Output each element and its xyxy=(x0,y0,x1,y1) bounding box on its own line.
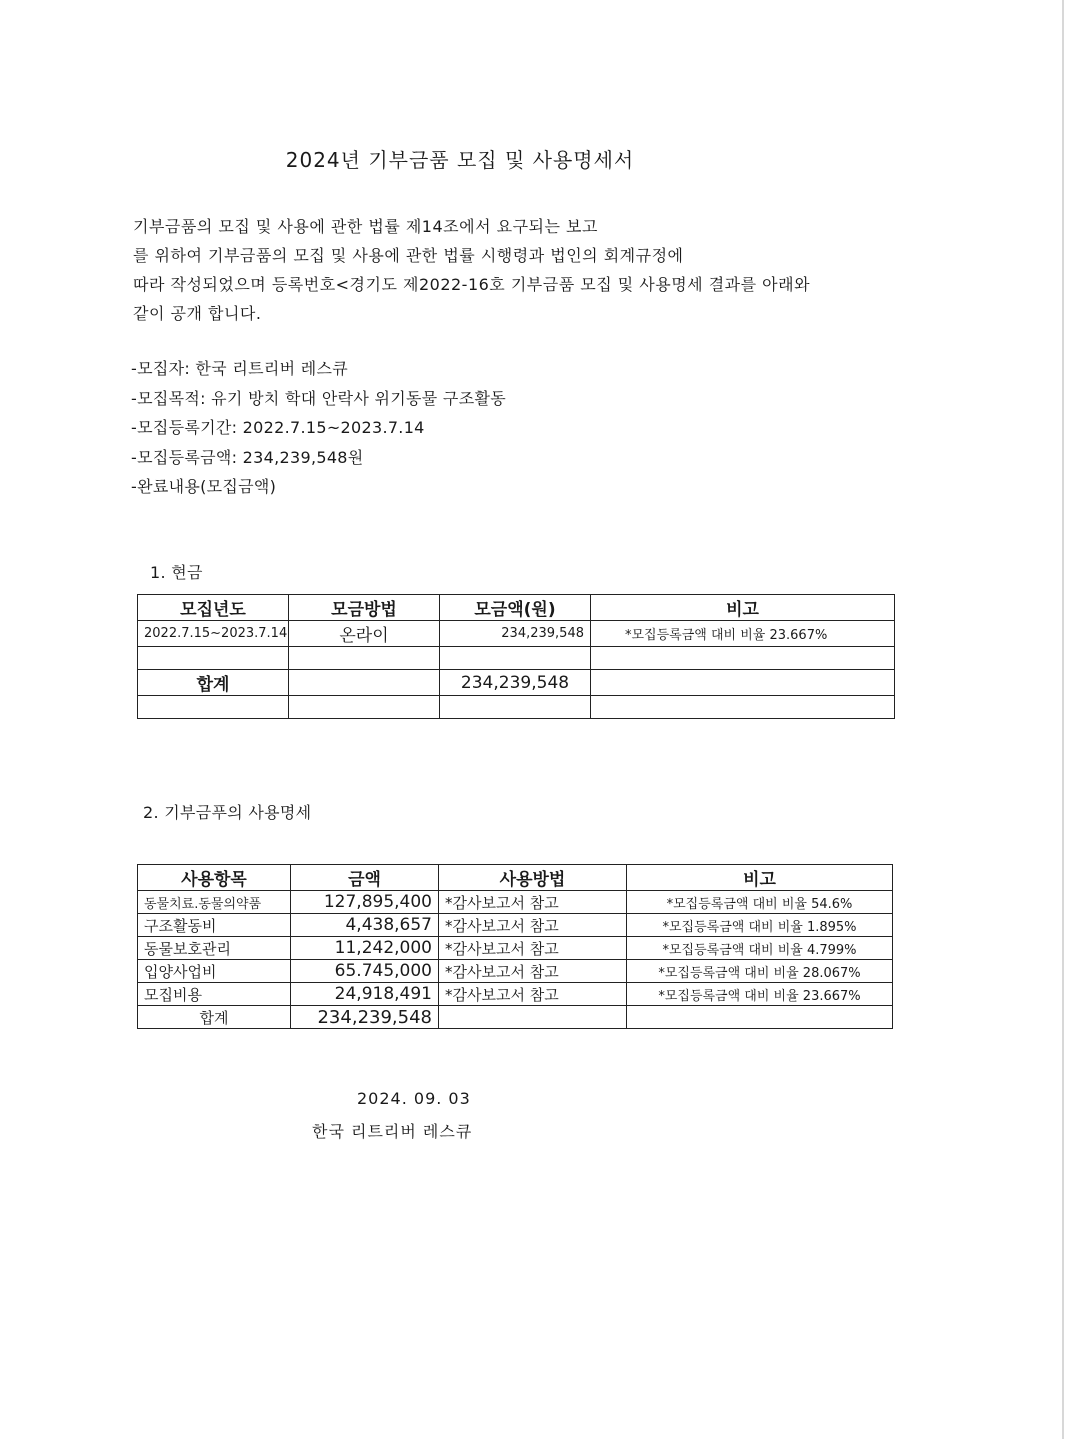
total-row xyxy=(138,1006,893,1029)
amount-cell: 127,895,400 xyxy=(291,891,439,914)
empty-cell xyxy=(591,670,895,696)
item-cell: 동물치료.동물의약품 xyxy=(138,891,291,914)
amount-cell: 11,242,000 xyxy=(291,937,439,960)
header-cell: 비고 xyxy=(627,865,893,891)
item-cell: 모집비용 xyxy=(138,983,291,1006)
info-amount: -모집등록금액: 234,239,548원 xyxy=(131,447,364,467)
period-cell: 2022.7.15~2023.7.14 xyxy=(138,621,289,647)
header-cell: 사용방법 xyxy=(439,865,627,891)
amount-cell: 65.745,000 xyxy=(291,960,439,983)
header-cell: 모집년도 xyxy=(138,595,289,621)
table-row xyxy=(138,983,893,1006)
table-header-row xyxy=(138,595,895,621)
table-row xyxy=(138,960,893,983)
total-amount: 234,239,548 xyxy=(291,1006,439,1029)
note-cell: *모집등록금액 대비 비율 54.6% xyxy=(627,891,893,914)
cash-section-heading: 1. 현금 xyxy=(150,563,203,582)
amount-cell: 234,239,548 xyxy=(440,621,591,647)
method-cell: *감사보고서 참고 xyxy=(439,914,627,937)
empty-cell xyxy=(440,696,591,719)
item-cell: 구조활동비 xyxy=(138,914,291,937)
note-cell: *모집등록금액 대비 비율 23.667% xyxy=(591,621,895,647)
method-cell: *감사보고서 참고 xyxy=(439,937,627,960)
total-row xyxy=(138,670,895,696)
intro-line: 따라 작성되었으며 등록번호<경기도 제2022-16호 기부금품 모집 및 사용명세 결과를 아래와 xyxy=(133,275,811,294)
cash-table xyxy=(137,594,895,719)
total-label: 합계 xyxy=(138,670,289,696)
usage-table xyxy=(137,864,893,1029)
intro-line: 같이 공개 합니다. xyxy=(133,304,262,323)
table-row xyxy=(138,647,895,670)
method-cell: *감사보고서 참고 xyxy=(439,891,627,914)
note-cell: *모집등록금액 대비 비율 28.067% xyxy=(627,960,893,983)
table-row xyxy=(138,914,893,937)
empty-cell xyxy=(627,1006,893,1029)
intro-line: 를 위하여 기부금품의 모집 및 사용에 관한 법률 시행령과 법인의 회계규정에 xyxy=(133,246,684,265)
empty-cell xyxy=(440,647,591,670)
info-period: -모집등록기간: 2022.7.15~2023.7.14 xyxy=(131,418,425,437)
amount-cell: 4,438,657 xyxy=(291,914,439,937)
info-completed: -완료내용(모집금액) xyxy=(131,477,277,496)
table-row xyxy=(138,937,893,960)
total-amount: 234,239,548 xyxy=(440,670,591,696)
page-edge xyxy=(1062,0,1064,1439)
empty-cell xyxy=(591,647,895,670)
empty-cell xyxy=(289,696,440,719)
method-cell: *감사보고서 참고 xyxy=(439,983,627,1006)
intro-paragraph xyxy=(133,212,933,328)
info-list xyxy=(131,354,506,502)
header-cell: 모금방법 xyxy=(289,595,440,621)
method-cell: 온라이 xyxy=(289,621,440,647)
note-cell: *모집등록금액 대비 비율 23.667% xyxy=(627,983,893,1006)
header-cell: 사용항목 xyxy=(138,865,291,891)
table-row xyxy=(138,891,893,914)
intro-line: 기부금품의 모집 및 사용에 관한 법률 제14조에서 요구되는 보고 xyxy=(133,217,598,236)
page-title: 2024년 기부금품 모집 및 사용명세서 xyxy=(285,148,635,172)
empty-cell xyxy=(289,647,440,670)
table-header-row xyxy=(138,865,893,891)
empty-cell xyxy=(138,696,289,719)
item-cell: 입양사업비 xyxy=(138,960,291,983)
amount-cell: 24,918,491 xyxy=(291,983,439,1006)
empty-cell xyxy=(591,696,895,719)
method-cell: *감사보고서 참고 xyxy=(439,960,627,983)
usage-section-heading: 2. 기부금푸의 사용명세 xyxy=(143,803,312,822)
header-cell: 비고 xyxy=(591,595,895,621)
table-row xyxy=(138,621,895,647)
footer-date: 2024. 09. 03 xyxy=(357,1089,471,1108)
info-collector: -모집자: 한국 리트리버 레스큐 xyxy=(131,359,348,378)
header-cell: 모금액(원) xyxy=(440,595,591,621)
header-cell: 금액 xyxy=(291,865,439,891)
empty-cell xyxy=(289,670,440,696)
empty-cell xyxy=(439,1006,627,1029)
table-row xyxy=(138,696,895,719)
note-cell: *모집등록금액 대비 비율 4.799% xyxy=(627,937,893,960)
note-cell: *모집등록금액 대비 비율 1.895% xyxy=(627,914,893,937)
info-purpose: -모집목적: 유기 방치 학대 안락사 위기동물 구조활동 xyxy=(131,388,506,408)
total-label: 합계 xyxy=(138,1006,291,1029)
empty-cell xyxy=(138,647,289,670)
footer-organization: 한국 리트리버 레스큐 xyxy=(312,1122,473,1141)
item-cell: 동물보호관리 xyxy=(138,937,291,960)
